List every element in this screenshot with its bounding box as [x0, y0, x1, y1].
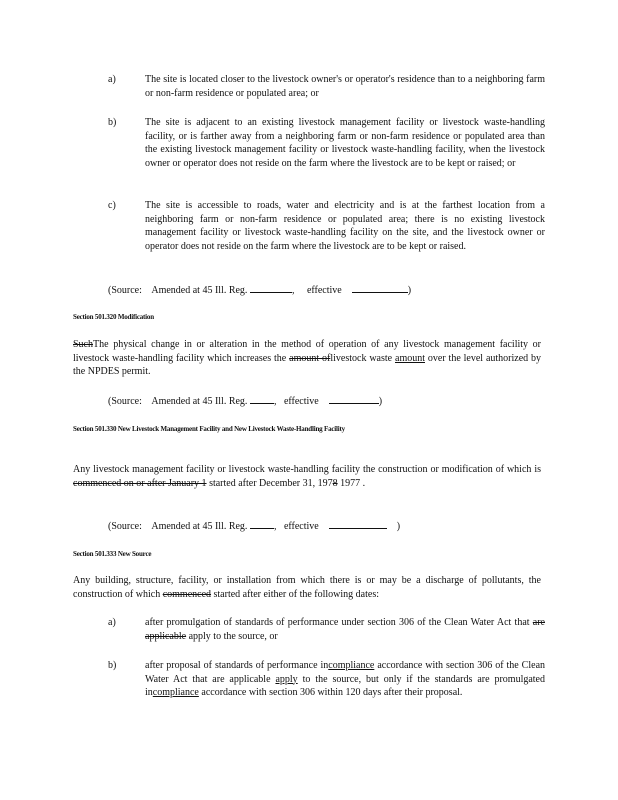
source-amended: Amended at 45 Ill. Reg.: [151, 396, 248, 407]
section-330-body: Any livestock management facility or livestock waste-handling facility the construction or modification of which is commenced on or after January 1 started after December 31, 1978 1977 .: [73, 464, 541, 489]
struck-text: Such: [73, 339, 93, 350]
blank-line: [250, 394, 274, 404]
item-label: b): [108, 117, 117, 128]
struck-text: 8: [332, 477, 338, 489]
source-label: (Source:: [108, 521, 142, 532]
item-text: after promulgation of standards of performance under section 306 of the Clean Water Act that are applicable apply to the source, or: [145, 617, 545, 642]
source-amended: Amended at 45 Ill. Reg.: [151, 285, 248, 296]
source-note: (Source: Amended at 45 Ill. Reg. , effective ): [108, 521, 401, 532]
section-320-body: SuchThe physical change in or alteration in the method of operation of any livestock management facility or livestock waste-handling facility which increases the amount oflivestock waste amount over the level authorized by the NPDES permit.: [73, 339, 542, 377]
item-text: The site is accessible to roads, water and electricity and is at the farthest location from a neighboring farm or non-farm residence or populated area; there is no existing livestock management facility or livestock waste-handling facility on the site, and the livestock owner or operator does not reside on the farm where the livestock are to be kept or raised.: [145, 200, 545, 252]
underlined-text: apply: [275, 673, 298, 685]
source-note: (Source: Amended at 45 Ill. Reg. , effective ): [108, 285, 412, 296]
source-effective: effective: [306, 285, 342, 296]
item-label: c): [108, 200, 116, 211]
source-label: (Source:: [108, 285, 142, 296]
item-label: a): [108, 617, 116, 628]
item-text: The site is located closer to the livestock owner's or operator's residence than to a neighboring farm or non-farm residence or populated area; or: [145, 74, 545, 99]
source-note: (Source: Amended at 45 Ill. Reg. , effective ): [108, 396, 383, 407]
blank-line: [329, 519, 387, 529]
item-text: after proposal of standards of performance incompliance accordance with section 306 of the Clean Water Act that are applicable apply to the source, but only if the standards are promulgated incompliance accordance with section 306 within 120 days after their proposal.: [145, 660, 546, 698]
section-heading-333: Section 501.333 New Source: [73, 550, 152, 558]
blank-line: [329, 394, 379, 404]
underlined-text: compliance: [152, 687, 199, 698]
item-label: b): [108, 660, 117, 671]
underlined-text: amount: [395, 352, 425, 364]
source-amended: Amended at 45 Ill. Reg.: [151, 521, 248, 532]
source-label: (Source:: [108, 396, 142, 407]
source-effective: effective: [283, 521, 319, 532]
section-heading-330: Section 501.330 New Livestock Management Facility and New Livestock Waste-Handling Facility: [73, 425, 345, 433]
blank-line: [250, 283, 292, 293]
struck-text: amount of: [289, 352, 331, 364]
struck-text: are applicable: [145, 617, 545, 642]
underlined-text: compliance: [328, 660, 375, 671]
struck-text: commenced on or after January 1: [73, 477, 207, 489]
struck-text: commenced: [162, 588, 212, 600]
blank-line: [250, 519, 274, 529]
item-label: a): [108, 74, 116, 85]
section-heading-320: Section 501.320 Modification: [73, 313, 154, 321]
source-effective: effective: [283, 396, 319, 407]
blank-line: [352, 283, 408, 293]
item-text: The site is adjacent to an existing livestock management facility or livestock waste-handling facility, or is farther away from a neighboring farm or non-farm residence or populated area than the existing livestock management facility or livestock waste-handling facility, when the livestock owner or operator does not reside on the farm where the livestock are to be kept or raised; or: [145, 117, 545, 169]
section-333-body: Any building, structure, facility, or installation from which there is or may be a discharge of pollutants, the construction of which commenced started after either of the following dates:: [73, 575, 541, 600]
